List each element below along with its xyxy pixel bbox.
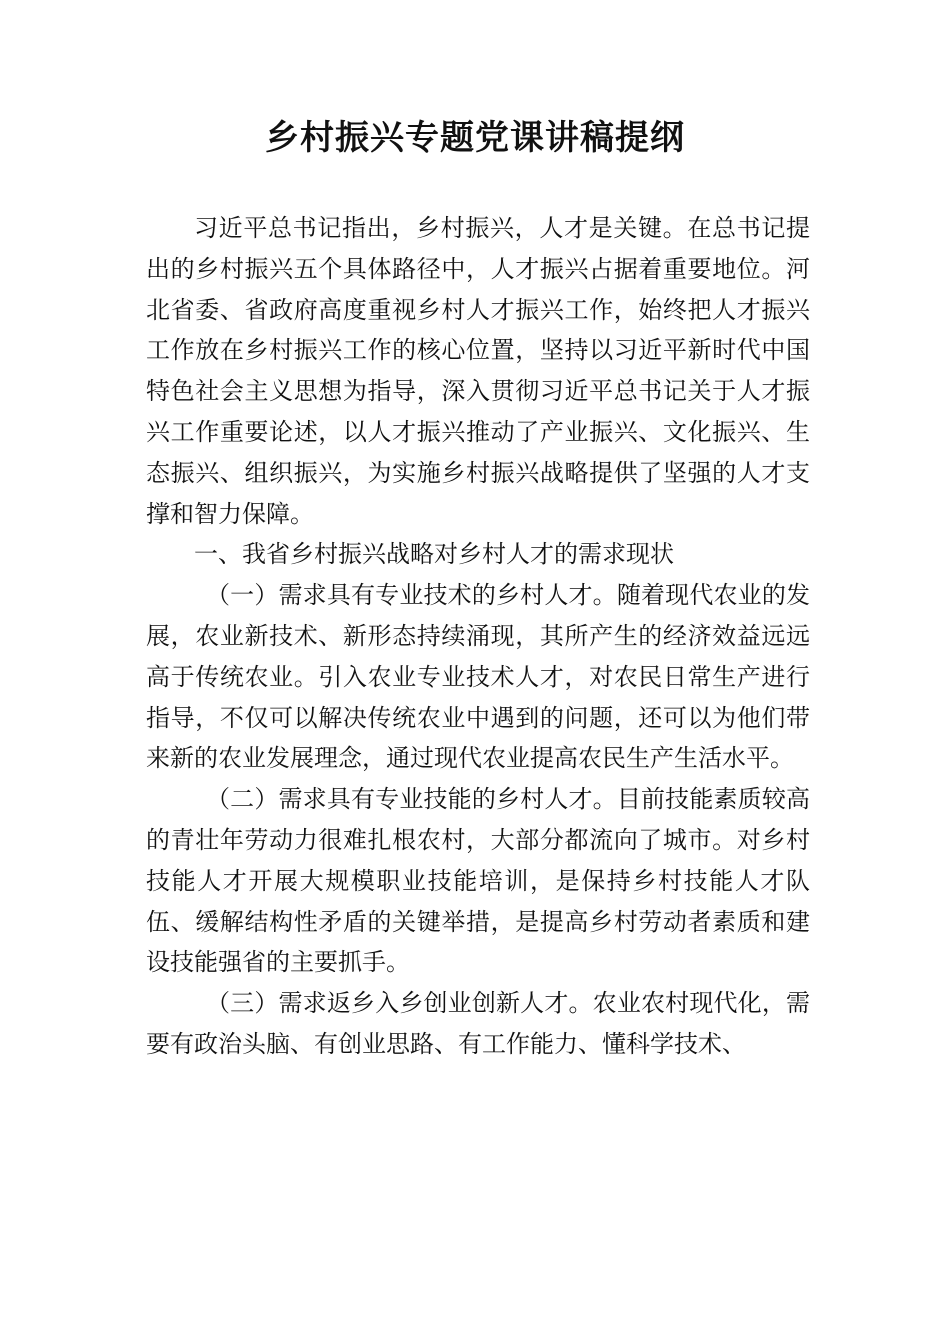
intro-paragraph: 习近平总书记指出，乡村振兴，人才是关键。在总书记提出的乡村振兴五个具体路径中，人才振兴占据着重要地位。河北省委、省政府高度重视乡村人才振兴工作，始终把人才振兴工作放在乡村振兴工作的核心位置，坚持以习近平新时代中国特色社会主义思想为指导，深入贯彻习近平总书记关于人才振兴工作重要论述，以人才振兴推动了产业振兴、文化振兴、生态振兴、组织振兴，为实施乡村振兴战略提供了坚强的人才支撑和智力保障。	[146, 214, 810, 528]
subsection-paragraph-1: （一）需求具有专业技术的乡村人才。随着现代农业的发展，农业新技术、新形态持续涌现，其所产生的经济效益远远高于传统农业。引入农业专业技术人才，对农民日常生产进行指导，不仅可以解决传统农业中遇到的问题，还可以为他们带来新的农业发展理念，通过现代农业提高农民生产生活水平。	[146, 581, 810, 773]
subsection-paragraph-2: （二）需求具有专业技能的乡村人才。目前技能素质较高的青壮年劳动力很难扎根农村，大部分都流向了城市。对乡村技能人才开展大规模职业技能培训，是保持乡村技能人才队伍、缓解结构性矛盾的关键举措，是提高乡村劳动者素质和建设技能强省的主要抓手。	[146, 785, 810, 977]
document-title: 乡村振兴专题党课讲稿提纲	[265, 118, 685, 158]
document-body	[146, 208, 810, 1065]
section-heading-1: 一、我省乡村振兴战略对乡村人才的需求现状	[194, 540, 674, 569]
subsection-paragraph-3: （三）需求返乡入乡创业创新人才。农业农村现代化，需要有政治头脑、有创业思路、有工作能力、懂科学技术、	[146, 989, 810, 1058]
